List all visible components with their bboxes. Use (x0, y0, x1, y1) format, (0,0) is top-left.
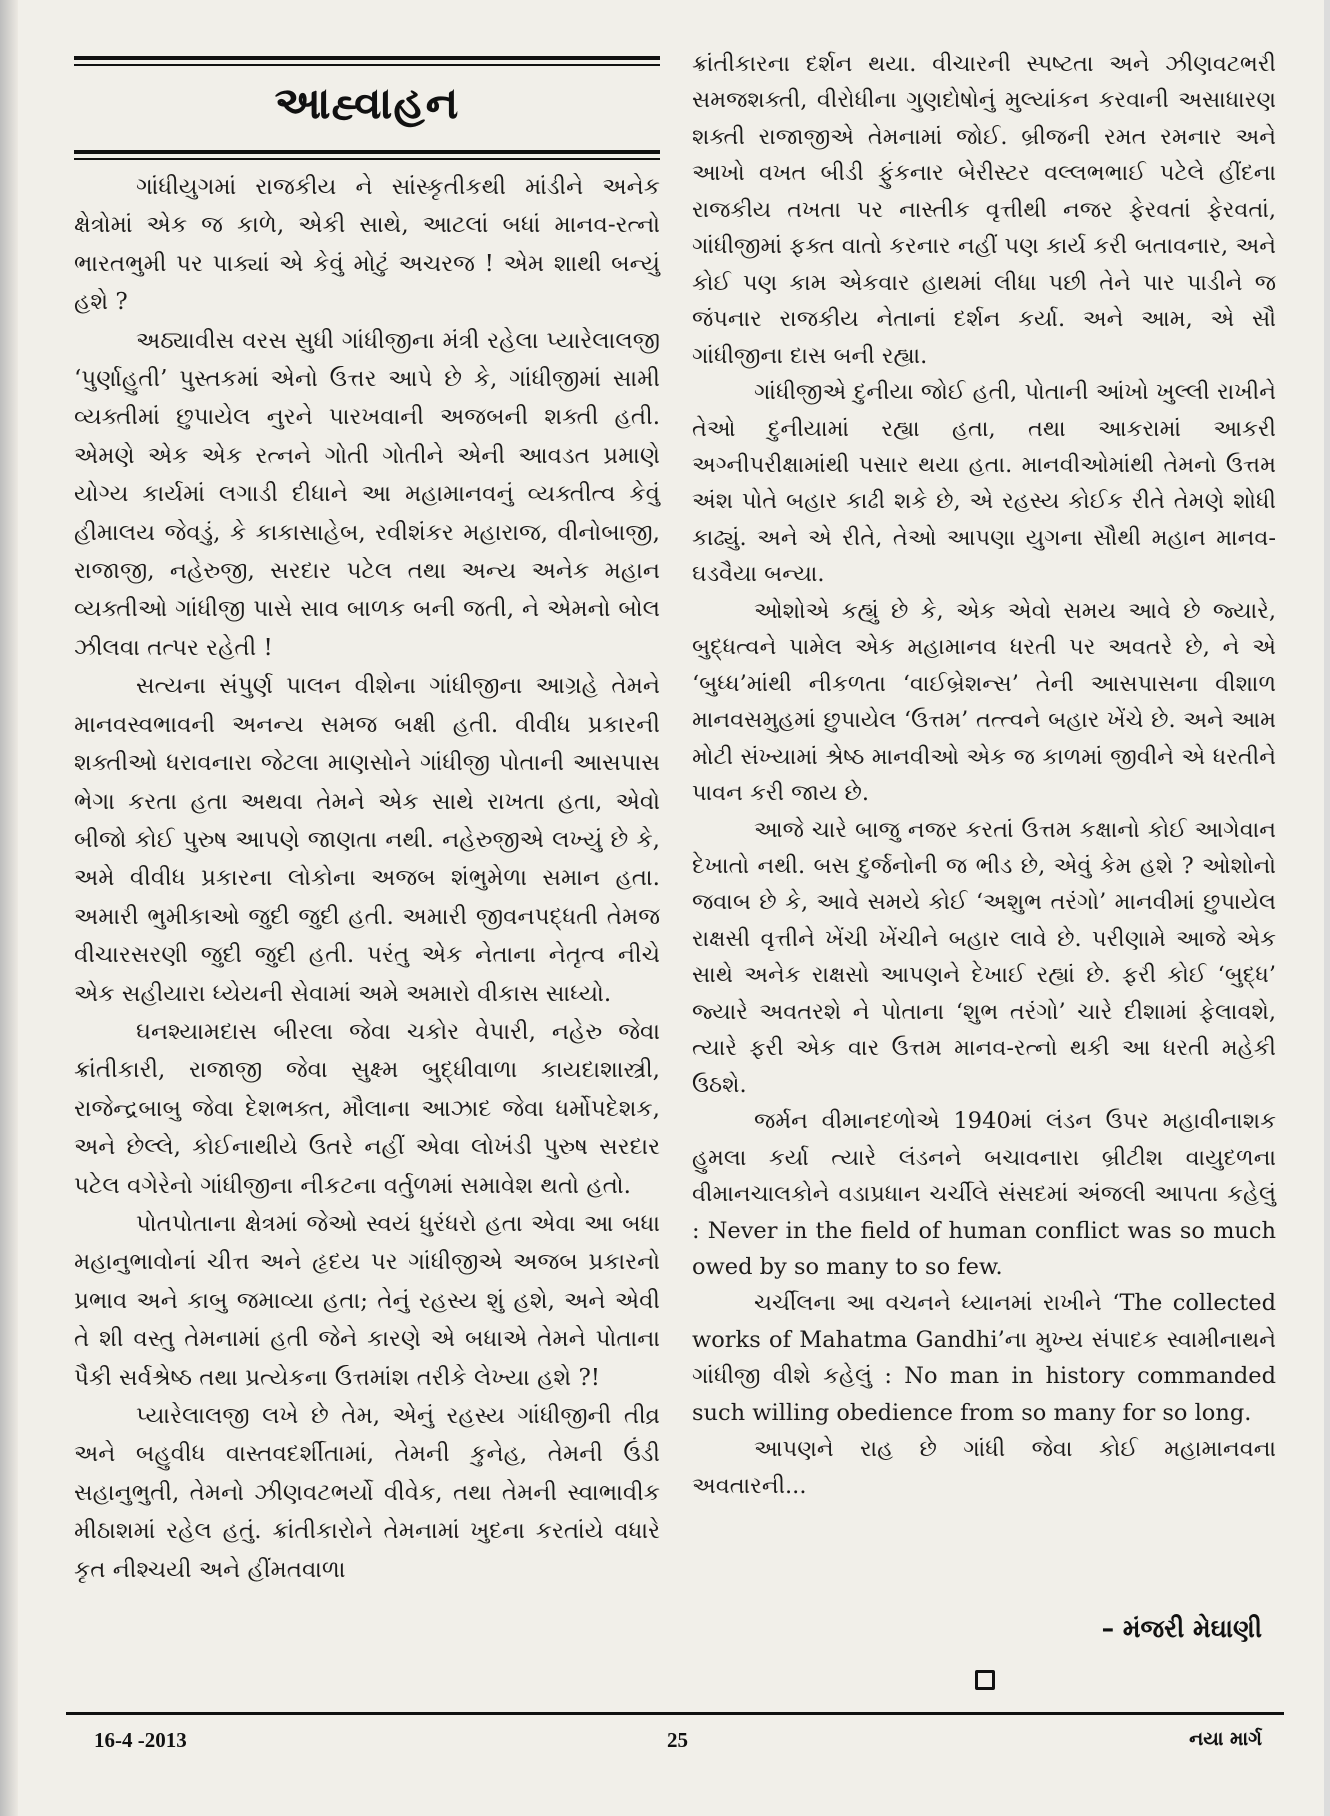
end-mark-icon (975, 1670, 995, 1690)
paragraph: અઠ્યાવીસ વરસ સુધી ગાંધીજીના મંત્રી રહેલા પ્યારેલાલજી ‘પુર્ણાહુતી’ પુસ્તકમાં એનો ઉત્તર આપે છે કે, ગાંધીજીમાં સામી વ્યક્તીમાં છુપાયેલ નુરને પારખવાની અજબની શક્તી હતી. એમણે એક એક રત્નને ગોતી ગોતીને એની આવડત પ્રમાણે યોગ્ય કાર્યમાં લગાડી દીધાને આ મહામાનવનું વ્યક્તીત્વ કેવું હીમાલય જેવડું, કે કાકાસાહેબ, રવીશંકર મહારાજ, વીનોબાજી, રાજાજી, નહેરુજી, સરદાર પટેલ તથા અન્ય અનેક મહાન વ્યક્તીઓ ગાંધીજી પાસે સાવ બાળક બની જતી, ને એમનો બોલ ઝીલવા તત્પર રહેતી ! (74, 327, 660, 661)
paragraph: આજે ચારે બાજુ નજર કરતાં ઉત્તમ કક્ષાનો કોઈ આગેવાન દેખાતો નથી. બસ દુર્જનોની જ ભીડ છે, એવું કેમ હશે ? ઓશોનો જવાબ છે કે, આવે સમયે કોઈ ‘અશુભ તરંગો’ માનવીમાં છુપાયેલ રાક્ષસી વૃત્તીને ખેંચી ખેંચીને બહાર લાવે છે. પરીણામે આજે એક સાથે અનેક રાક્ષસો આપણને દેખાઈ રહ્યાં છે. ફરી કોઈ ‘બુદ્ધ’ જ્યારે અવતરશે ને પોતાના ‘શુભ તરંગો’ ચારે દીશામાં ફેલાવશે, ત્યારે ફરી એક વાર ઉત્તમ માનવ-રત્નો થકી આ ધરતી મહેકી ઉઠશે. (692, 816, 1276, 1098)
paragraph: આપણને રાહ છે ગાંધી જેવા કોઈ મહામાનવના અવતારની... (692, 1436, 1276, 1499)
footer-rule (66, 1712, 1284, 1715)
article-title: આહ્વાહન (274, 78, 460, 129)
page-number: 25 (667, 1728, 688, 1752)
paragraph: ઘનશ્યામદાસ બીરલા જેવા ચકોર વેપારી, નહેરુ જેવા ક્રાંતીકારી, રાજાજી જેવા સુક્ષ્મ બુદ્ધીવાળા કાયદાશાસ્ત્રી, રાજેન્દ્રબાબુ જેવા દેશભક્ત, મૌલાના આઝાદ જેવા ધર્મોપદેશક, અને છેલ્લે, કોઈનાથીયે ઉતરે નહીં એવા લોખંડી પુરુષ સરદાર પટેલ વગેરેનો ગાંધીજીના નીકટના વર્તુળમાં સમાવેશ થતો હતો. (74, 1018, 660, 1199)
right-column (692, 46, 1276, 1504)
paragraph: પોતપોતાના ક્ષેત્રમાં જેઓ સ્વયં ધુરંધરો હતા એવા આ બધા મહાનુભાવોનાં ચીત્ત અને હૃદય પર ગાંધીજીએ અજબ પ્રકારનો પ્રભાવ અને કાબુ જમાવ્યા હતા; તેનું રહસ્ય શું હશે, અને એવી તે શી વસ્તુ તેમનામાં હતી જેને કારણે એ બધાએ તેમને પોતાના પૈકી સર્વશ્રેષ્ઠ તથા પ્રત્યેકના ઉત્તમાંશ તરીકે લેખ્યા હશે ?! (74, 1210, 660, 1391)
paragraph: ગાંધીજીએ દુનીયા જોઈ હતી, પોતાની આંખો ખુલ્લી રાખીને તેઓ દુનીયામાં રહ્યા હતા, તથા આકરામાં આકરી અગ્નીપરીક્ષામાંથી પસાર થયા હતા. માનવીઓમાંથી તેમનો ઉત્તમ અંશ પોતે બહાર કાઢી શકે છે, એ રહસ્ય કોઈક રીતે તેમણે શોધી કાઢ્યું. અને એ રીતે, તેઓ આપણા યુગના સૌથી મહાન માનવ-ઘડવૈયા બન્યા. (692, 379, 1276, 588)
magazine-name: નયા માર્ગ (1189, 1728, 1262, 1750)
scan-edge (0, 0, 18, 1816)
paragraph: પ્યારેલાલજી લખે છે તેમ, એનું રહસ્ય ગાંધીજીની તીવ્ર અને બહુવીધ વાસ્તવદર્શીતામાં, તેમની કુનેહ, તેમની ઉંડી સહાનુભુતી, તેમનો ઝીણવટભર્યો વીવેક, તથા તેમની સ્વાભાવીક મીઠાશમાં રહેલ હતું. ક્રાંતીકારોને તેમનામાં ખુદના કરતાંયે વધારે કૃત નીશ્ચયી અને હીંમતવાળા (74, 1403, 660, 1583)
paragraph: ચર્ચીલના આ વચનને ધ્યાનમાં રાખીને ‘The collected works of Mahatma Gandhi’ના મુખ્ય સંપાદક સ્વામીનાથને ગાંધીજી વીશે કહેલું : No man in history commanded such willing obedience from so many for so long. (692, 1290, 1276, 1426)
paragraph: સત્યના સંપુર્ણ પાલન વીશેના ગાંધીજીના આગ્રહે તેમને માનવસ્વભાવની અનન્ય સમજ બક્ષી હતી. વીવીધ પ્રકારની શક્તીઓ ધરાવનારા જેટલા માણસોને ગાંધીજી પોતાની આસપાસ ભેગા કરતા હતા અથવા તેમને એક સાથે રાખતા હતા, એવો બીજો કોઈ પુરુષ આપણે જાણતા નથી. નહેરુજીએ લખ્યું છે કે, અમે વીવીધ પ્રકારના લોકોના અજબ શંભુમેળા સમાન હતા. અમારી ભુમીકાઓ જુદી જુદી હતી. અમારી જીવનપદ્ધતી તેમજ વીચારસરણી જુદી જુદી હતી. પરંતુ એક નેતાના નેતૃત્વ નીચે એક સહીયારા ધ્યેયની સેવામાં અમે અમારો વીકાસ સાધ્યો. (74, 673, 660, 1007)
paragraph: ગાંધીયુગમાં રાજકીય ને સાંસ્કૃતીકથી માંડીને અનેક ક્ષેત્રોમાં એક જ કાળે, એકી સાથે, આટલાં બધાં માનવ-રત્નો ભારતભુમી પર પાક્યાં એ કેવું મોટું અચરજ ! એમ શાથી બન્યું હશે ? (74, 174, 660, 316)
paragraph: ઓશોએ કહ્યું છે કે, એક એવો સમય આવે છે જ્યારે, બુદ્ધત્વને પામેલ એક મહામાનવ ધરતી પર અવતરે છે, ને એ ‘બુધ્ધ’માંથી નીકળતા ‘વાઈબ્રેશન્સ’ તેની આસપાસના વીશાળ માનવસમુહમાં છુપાયેલ ‘ઉત્તમ’ તત્ત્વને બહાર ખેંચે છે. અને આમ મોટી સંખ્યામાં શ્રેષ્ઠ માનવીઓ એક જ કાળમાં જીવીને એ ધરતીને પાવન કરી જાય છે. (692, 597, 1276, 807)
paragraph-continuation: ક્રાંતીકારના દર્શન થયા. વીચારની સ્પષ્ટતા અને ઝીણવટભરી સમજશક્તી, વીરોધીના ગુણદોષોનું મુલ્યાંકન કરવાની અસાધારણ શક્તી રાજાજીએ તેમનામાં જોઈ. બ્રીજની રમત રમનાર અને આખો વખત બીડી ફુંકનાર બેરીસ્ટર વલ્લભભાઈ પટેલે હીંદના રાજકીય તખતા પર નાસ્તીક વૃત્તીથી નજર ફેરવતાં ફેરવતાં, ગાંધીજીમાં ફક્ત વાતો કરનાર નહીં પણ કાર્ય કરી બતાવનાર, અને કોઈ પણ કામ એકવાર હાથમાં લીધા પછી તેને પાર પાડીને જ જંપનાર રાજકીય નેતાનાં દર્શન કર્યા. અને આમ, એ સૌ ગાંધીજીના દાસ બની રહ્યા. (692, 51, 1276, 369)
title-rule-top (74, 56, 660, 60)
author-signature: – મંજરી મેઘાણી (1101, 1614, 1262, 1643)
title-rule-top-thin (74, 64, 660, 66)
title-rule-bottom-thin (74, 158, 660, 160)
footer-date: 16-4 -2013 (94, 1728, 187, 1752)
paragraph: જર્મન વીમાનદળોએ 1940માં લંડન ઉપર મહાવીનાશક હુમલા કર્યા ત્યારે લંડનને બચાવનારા બ્રીટીશ વાયુદળના વીમાનચાલકોને વડાપ્રધાન ચર્ચીલે સંસદમાં અંજલી આપતા કહેલું : Never in the field of human conflict was so much owed by so many to so few. (692, 1108, 1276, 1280)
left-column (74, 168, 660, 1589)
title-rule-bottom (74, 150, 660, 154)
